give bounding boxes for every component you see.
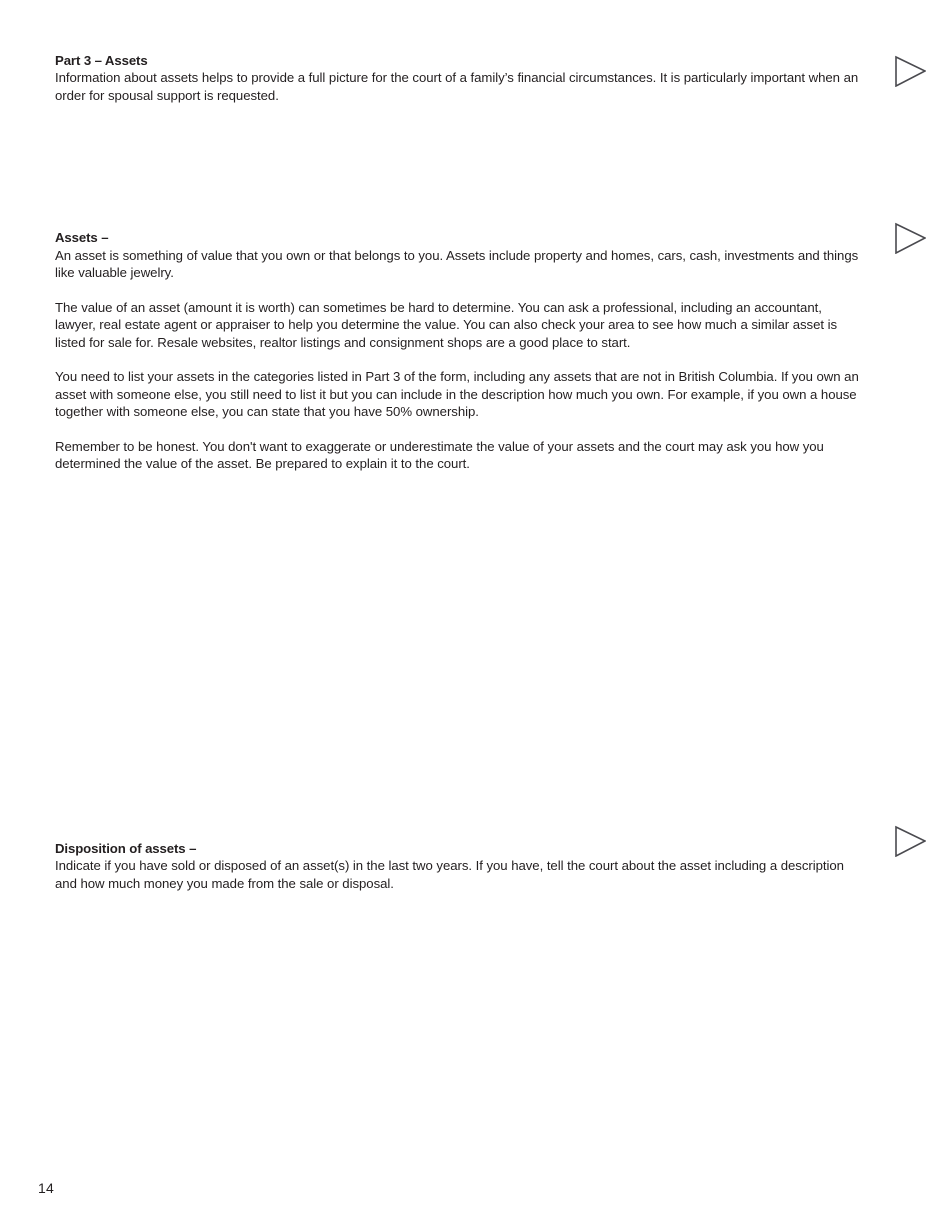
- document-body: [55, 52, 860, 892]
- paragraph-part-3-intro: Information about assets helps to provide a full picture for the court of a family’s financial circumstances. It is particularly important when an order for spousal support is requested.: [55, 70, 859, 103]
- paragraph-assets-listing: You need to list your assets in the categories listed in Part 3 of the form, including any assets that are not in British Columbia. If you own an asset with someone else, you still need to list it but you can include in the description how much you own. For example, if you own a house together with someone else, you can state that you have 50% ownership.: [55, 369, 859, 420]
- spacer-before-assets: [55, 104, 860, 229]
- section-disposition-of-assets: [55, 840, 860, 892]
- play-triangle-icon: [894, 825, 926, 857]
- play-triangle-icon: [894, 222, 926, 254]
- section-heading-assets: Assets –: [55, 230, 109, 246]
- section-heading-disposition: Disposition of assets –: [55, 840, 197, 856]
- play-triangle-icon: [894, 55, 926, 87]
- section-heading-part-3: Part 3 – Assets: [55, 53, 148, 68]
- paragraph-assets-honesty: Remember to be honest. You don't want to exaggerate or underestimate the value of your assets and the court may ask you how you determined the value of the asset. Be prepared to explain it to the court.: [55, 439, 824, 472]
- section-part-3-assets: [55, 52, 860, 104]
- section-assets: [55, 229, 860, 473]
- paragraph-assets-valuation: The value of an asset (amount it is worth) can sometimes be hard to determine. You can ask a professional, including an accountant, lawyer, real estate agent or appraiser to help you determine the value. You can also check your area to see how much a similar asset is listed for sale for. Resale websites, realtor listings and consignment shops are a good place to start.: [55, 299, 838, 350]
- spacer-before-disposition: [55, 473, 860, 840]
- paragraph-disposition-instructions: Indicate if you have sold or disposed of an asset(s) in the last two years. If you have, tell the court about the asset including a description and how much money you made from the sale or disposal.: [55, 858, 844, 891]
- page-number: 14: [38, 1180, 54, 1196]
- paragraph-assets-definition: An asset is something of value that you own or that belongs to you. Assets include property and homes, cars, cash, investments and things like valuable jewelry.: [55, 247, 859, 281]
